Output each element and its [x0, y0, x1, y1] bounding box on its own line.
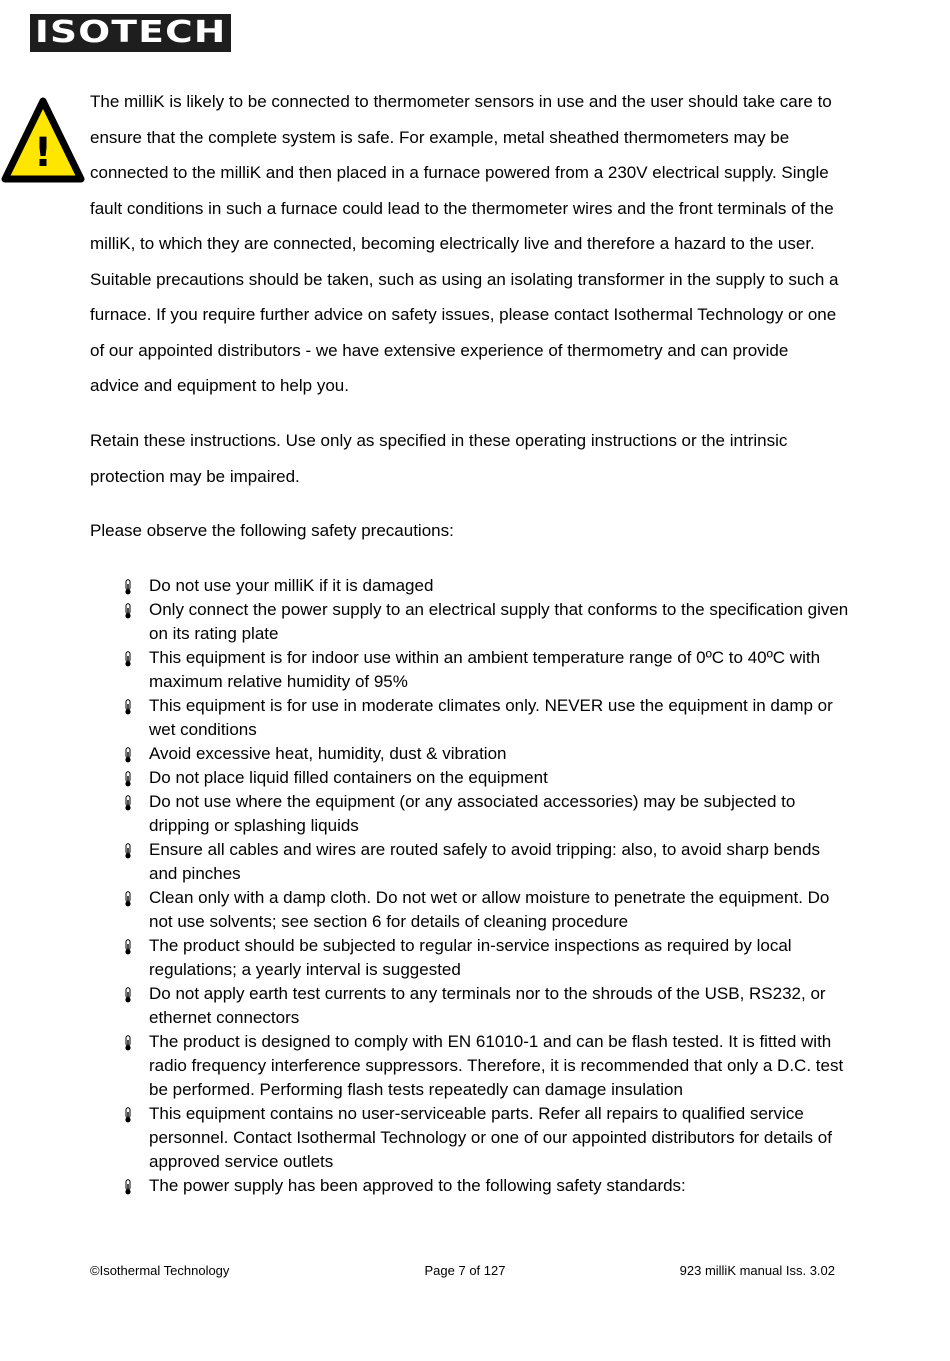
precaution-item — [120, 1102, 850, 1174]
precaution-item — [120, 574, 850, 598]
thermometer-icon — [123, 987, 133, 1003]
isotech-logo — [30, 14, 231, 52]
thermometer-icon — [123, 795, 133, 811]
safety-paragraph-2: Retain these instructions. Use only as specified in these operating instructions or the intrinsic protection may be impaired. — [90, 431, 788, 486]
thermometer-icon — [123, 651, 133, 667]
precaution-item — [120, 886, 850, 934]
precaution-text: The product is designed to comply with EN 61010-1 and can be flash tested. It is fitted with radio frequency interference suppressors. Therefore, it is recommended that only a D.C. test be performed. Performing flash tests repeatedly can damage insulation — [149, 1032, 844, 1099]
precaution-item — [120, 1174, 850, 1198]
precaution-text: Do not place liquid filled containers on the equipment — [149, 768, 548, 787]
precaution-text: Only connect the power supply to an electrical supply that conforms to the specification given on its rating plate — [149, 600, 849, 643]
precaution-item — [120, 838, 850, 886]
thermometer-icon — [123, 699, 133, 715]
precaution-item — [120, 598, 850, 646]
thermometer-icon — [123, 939, 133, 955]
precaution-text: This equipment contains no user-serviceable parts. Refer all repairs to qualified service personnel. Contact Isothermal Technology or one of our appointed distributors for details of approved service outlets — [149, 1104, 832, 1171]
precaution-item — [120, 766, 850, 790]
precautions-list — [120, 574, 850, 1198]
thermometer-icon — [123, 1035, 133, 1051]
logo-text: ISOTECH — [34, 15, 227, 50]
thermometer-icon — [123, 843, 133, 859]
precaution-text: Avoid excessive heat, humidity, dust & vibration — [149, 744, 507, 763]
footer-page-number: Page 7 of 127 — [424, 1263, 506, 1278]
precaution-text: This equipment is for use in moderate climates only. NEVER use the equipment in damp or wet conditions — [149, 696, 833, 739]
warning-exclamation: ! — [33, 130, 53, 176]
precaution-text: Clean only with a damp cloth. Do not wet or allow moisture to penetrate the equipment. Do not use solvents; see section 6 for details of cleaning procedure — [149, 888, 830, 931]
thermometer-icon — [123, 747, 133, 763]
precaution-item — [120, 1030, 850, 1102]
thermometer-icon — [123, 603, 133, 619]
precaution-text: Ensure all cables and wires are routed safely to avoid tripping: also, to avoid sharp bends and pinches — [149, 840, 820, 883]
precaution-item — [120, 694, 850, 742]
safety-paragraph-3: Please observe the following safety precautions: — [90, 521, 454, 540]
precaution-text: Do not apply earth test currents to any terminals nor to the shrouds of the USB, RS232, or ethernet connectors — [149, 984, 826, 1027]
thermometer-icon — [123, 1179, 133, 1195]
precaution-item — [120, 982, 850, 1030]
safety-paragraph-1: The milliK is likely to be connected to thermometer sensors in use and the user should take care to ensure that the complete system is safe. For example, metal sheathed thermometers may be connected to the milliK and then placed in a furnace powered from a 230V electrical supply. Single fault conditions in such a furnace could lead to the thermometer wires and the front terminals of the milliK, to which they are connected, becoming electrically live and therefore a hazard to the user. Suitable precautions should be taken, such as using an isolating transformer in the supply to such a furnace. If you require further advice on safety issues, please contact Isothermal Technology or one of our appointed distributors - we have extensive experience of thermometry and can provide advice and equipment to help you. — [90, 92, 839, 395]
precaution-item — [120, 934, 850, 982]
thermometer-icon — [123, 1107, 133, 1123]
warning-triangle-icon — [1, 96, 85, 184]
precaution-item — [120, 742, 850, 766]
precaution-text: The power supply has been approved to the following safety standards: — [149, 1176, 686, 1195]
precaution-text: Do not use your milliK if it is damaged — [149, 576, 434, 595]
footer-document-id: 923 milliK manual Iss. 3.02 — [679, 1263, 835, 1278]
thermometer-icon — [123, 891, 133, 907]
thermometer-icon — [123, 579, 133, 595]
footer-copyright: ©Isothermal Technology — [90, 1263, 230, 1278]
thermometer-icon — [123, 771, 133, 787]
precaution-item — [120, 646, 850, 694]
precaution-text: This equipment is for indoor use within an ambient temperature range of 0ºC to 40ºC with maximum relative humidity of 95% — [149, 648, 821, 691]
precaution-text: The product should be subjected to regular in-service inspections as required by local regulations; a yearly interval is suggested — [149, 936, 792, 979]
precaution-text: Do not use where the equipment (or any associated accessories) may be subjected to dripping or splashing liquids — [149, 792, 796, 835]
precaution-item — [120, 790, 850, 838]
